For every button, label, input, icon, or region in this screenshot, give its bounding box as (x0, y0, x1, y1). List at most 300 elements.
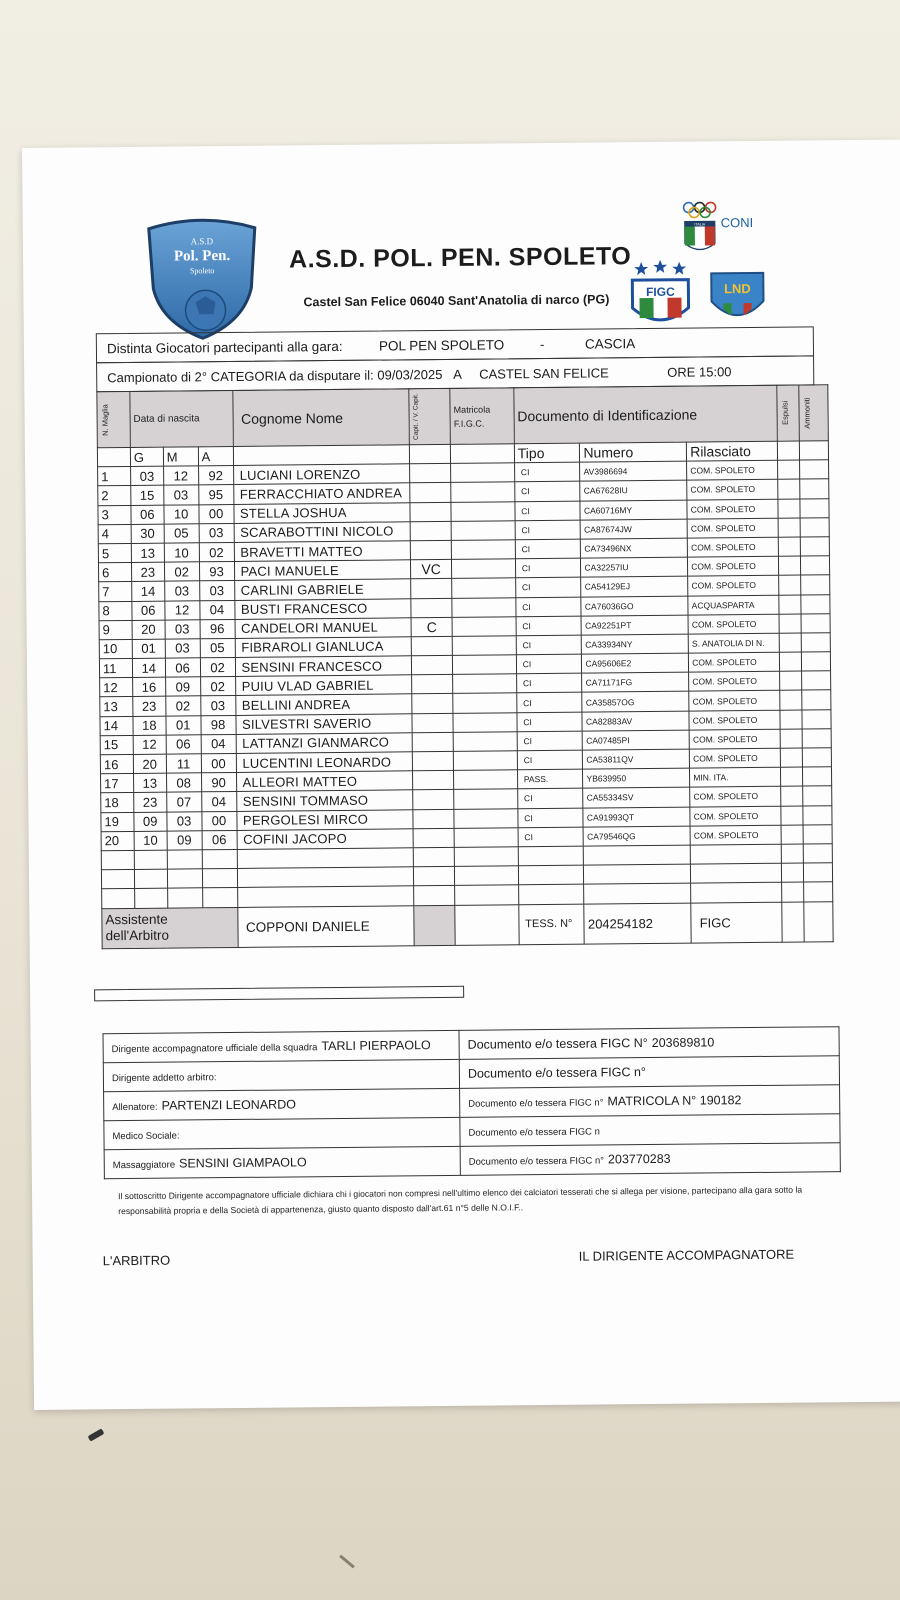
captain-mark (412, 713, 453, 733)
doc-number: CA07485PI (583, 730, 690, 750)
empty-cell (237, 867, 414, 888)
signature-line-box (94, 986, 464, 1002)
captain-mark (411, 636, 452, 656)
ammoniti-cell (802, 690, 831, 709)
staff-table (103, 1026, 841, 1179)
doc-issuer: ACQUASPARTA (688, 595, 779, 615)
doc-issuer: COM. SPOLETO (689, 652, 780, 672)
captain-mark (413, 828, 454, 848)
captain-mark (413, 809, 454, 829)
tess-number: 204254182 (584, 903, 691, 944)
empty-cell (413, 847, 454, 867)
doc-issuer: COM. SPOLETO (689, 672, 780, 692)
birth-year: 92 (198, 466, 233, 486)
doc-number: YB639950 (583, 768, 690, 788)
staff-doc-label: Documento e/o tessera FIGC N° (467, 1036, 648, 1052)
ammoniti-cell (803, 786, 832, 805)
espulsi-cell (779, 671, 802, 690)
birth-day: 18 (133, 716, 166, 736)
birth-month: 12 (165, 600, 200, 620)
player-number: 16 (100, 754, 133, 774)
team-separator: - (539, 336, 545, 353)
ammoniti-cell (800, 518, 829, 537)
empty-cell (584, 864, 691, 884)
doc-issuer: COM. SPOLETO (688, 556, 779, 576)
empty-cell (237, 848, 414, 869)
doc-number: CA55334SV (583, 787, 690, 807)
col-numero: Numero (580, 442, 687, 462)
ammoniti-cell (804, 901, 833, 941)
matricola-cell (451, 521, 515, 541)
birth-year: 98 (201, 715, 236, 735)
empty-cell (781, 863, 804, 882)
player-name: BELLINI ANDREA (235, 694, 412, 715)
player-number: 2 (98, 486, 131, 506)
birth-day: 09 (134, 812, 167, 832)
ammoniti-cell (803, 805, 832, 824)
figc-logo-icon (627, 258, 694, 331)
ammoniti-cell (802, 652, 831, 671)
ammoniti-cell (801, 594, 830, 613)
ammoniti-cell (802, 729, 831, 748)
empty-cell (518, 884, 584, 904)
doc-number: CA76036GO (581, 596, 688, 616)
col-a: A (198, 446, 233, 466)
birth-day: 23 (131, 562, 164, 582)
player-name: PERGOLESI MIRCO (236, 809, 413, 830)
espulsi-cell (780, 729, 803, 748)
ammoniti-cell (803, 825, 832, 844)
col-capitano: Capit. / V. Capit. (412, 393, 420, 441)
doc-type: CI (514, 482, 580, 502)
player-name: LUCIANI LORENZO (233, 464, 410, 485)
doc-issuer: COM. SPOLETO (687, 499, 778, 519)
birth-year: 03 (199, 523, 234, 543)
crest-line-2: Pol. Pen. (173, 248, 231, 265)
dirigente-signature-label: IL DIRIGENTE ACCOMPAGNATORE (578, 1246, 795, 1264)
matricola-cell (453, 693, 517, 713)
col-data-nascita: Data di nascita (130, 390, 233, 447)
doc-type: PASS. (517, 769, 583, 789)
player-name: STELLA JOSHUA (233, 502, 410, 523)
doc-type: CI (515, 558, 581, 578)
ammoniti-cell (803, 767, 832, 786)
col-espulsi: Espulsi (780, 401, 790, 426)
doc-number: CA82883AV (582, 711, 689, 731)
staff-doc-label: Documento e/o tessera FIGC n° (467, 1065, 646, 1081)
coni-small-text: ITALIA (694, 222, 706, 227)
doc-issuer: COM. SPOLETO (690, 787, 781, 807)
birth-day: 12 (133, 735, 166, 755)
assistant-row (102, 901, 833, 948)
col-m: M (163, 447, 198, 467)
doc-issuer: COM. SPOLETO (689, 710, 780, 730)
espulsi-cell (780, 767, 803, 786)
birth-year: 00 (199, 504, 234, 524)
birth-month: 01 (166, 715, 201, 735)
birth-day: 20 (133, 754, 166, 774)
ammoniti-cell (800, 498, 829, 517)
espulsi-cell (781, 902, 804, 942)
player-number: 13 (100, 697, 133, 717)
doc-type: CI (515, 520, 581, 540)
espulsi-cell (780, 806, 803, 825)
player-number: 8 (99, 601, 132, 621)
espulsi-cell (778, 595, 801, 614)
ammoniti-cell (801, 633, 830, 652)
crest-line-1: A.S.D (190, 236, 214, 247)
captain-mark (412, 732, 453, 752)
empty-cell (167, 888, 202, 908)
staff-doc-label: Documento e/o tessera FIGC n° (468, 1097, 604, 1110)
doc-number: CA60716MY (580, 500, 687, 520)
matricola-cell (451, 501, 515, 521)
crest-line-3: Spoleto (189, 266, 215, 276)
ammoniti-cell (800, 479, 829, 498)
staff-name: TARLI PIERPAOLO (321, 1038, 431, 1054)
staff-role: Dirigente addetto arbitro: (111, 1072, 217, 1085)
col-documento: Documento di Identificazione (514, 385, 777, 444)
doc-issuer: COM. SPOLETO (687, 518, 778, 538)
doc-issuer: COM. SPOLETO (689, 691, 780, 711)
birth-day: 06 (132, 601, 165, 621)
assistant-cap-cell (414, 905, 455, 945)
player-number: 12 (100, 678, 133, 698)
captain-mark: C (411, 617, 452, 637)
empty-cell (202, 849, 237, 869)
captain-mark (410, 521, 451, 541)
empty-cell (691, 883, 782, 903)
player-number: 17 (101, 774, 134, 794)
birth-month: 03 (165, 620, 200, 640)
birth-day: 06 (131, 505, 164, 525)
staff-doc-label: Documento e/o tessera FIGC n (468, 1126, 601, 1139)
empty-cell (414, 886, 455, 906)
staff-doc-cell (459, 1027, 839, 1060)
doc-issuer: COM. SPOLETO (690, 748, 781, 768)
player-number: 5 (98, 543, 131, 563)
staff-row (104, 1143, 840, 1179)
birth-month: 09 (165, 677, 200, 697)
birth-month: 02 (164, 562, 199, 582)
empty-cell (134, 888, 167, 908)
doc-issuer: S. ANATOLIA DI N. (688, 633, 779, 653)
birth-day: 10 (134, 831, 167, 851)
espulsi-cell (779, 690, 802, 709)
doc-number: CA33934NY (582, 634, 689, 654)
espulsi-cell (778, 537, 801, 556)
player-number: 18 (101, 793, 134, 813)
birth-year: 04 (199, 600, 234, 620)
tess-issuer: FIGC (691, 902, 782, 943)
empty-cell (804, 863, 833, 882)
matricola-cell (454, 770, 518, 790)
espulsi-cell (778, 575, 801, 594)
staff-role: Medico Sociale: (112, 1130, 180, 1143)
empty-cell (101, 850, 134, 870)
espulsi-cell (780, 786, 803, 805)
doc-type: CI (516, 635, 582, 655)
player-number: 7 (99, 582, 132, 602)
empty-cell (102, 889, 135, 909)
captain-mark (412, 751, 453, 771)
birth-month: 02 (165, 696, 200, 716)
col-tipo: Tipo (514, 443, 580, 463)
doc-type: CI (517, 750, 583, 770)
empty-cell (101, 870, 134, 890)
doc-type: CI (516, 597, 582, 617)
birth-year: 95 (198, 485, 233, 505)
matricola-cell (451, 463, 515, 483)
captain-mark (413, 771, 454, 791)
staff-doc-cell (460, 1143, 840, 1176)
matricola-cell (452, 597, 516, 617)
player-number: 4 (98, 524, 131, 544)
birth-year: 06 (202, 830, 237, 850)
player-number: 19 (101, 812, 134, 832)
staff-name: PARTENZI LEONARDO (161, 1097, 296, 1113)
org-name: A.S.D. POL. PEN. SPOLETO (288, 242, 632, 274)
birth-year: 02 (200, 658, 235, 678)
birth-day: 14 (132, 658, 165, 678)
empty-cell (691, 863, 782, 883)
staff-doc-cell (459, 1056, 839, 1089)
doc-issuer: COM. SPOLETO (687, 480, 778, 500)
doc-type: CI (517, 789, 583, 809)
doc-number: CA54129EJ (581, 576, 688, 596)
doc-issuer: MIN. ITA. (690, 767, 781, 787)
match-time: ORE 15:00 (667, 364, 732, 380)
birth-month: 03 (165, 639, 200, 659)
away-team: CASCIA (584, 336, 636, 352)
distinta-label: Distinta Giocatori partecipanti alla gara: (106, 338, 343, 357)
birth-month: 03 (167, 811, 202, 831)
empty-cell (167, 850, 202, 870)
birth-year: 00 (201, 811, 236, 831)
player-name: SILVESTRI SAVERIO (235, 713, 412, 734)
player-name: ALLEORI MATTEO (236, 771, 413, 792)
captain-mark (412, 675, 453, 695)
col-rilasciato: Rilasciato (687, 441, 778, 461)
empty-cell (584, 845, 691, 865)
birth-year: 04 (201, 734, 236, 754)
matricola-cell (454, 808, 518, 828)
captain-mark (413, 790, 454, 810)
doc-number: CA92251PT (581, 615, 688, 635)
captain-mark (412, 694, 453, 714)
player-name: SCARABOTTINI NICOLO (234, 522, 411, 543)
doc-issuer: COM. SPOLETO (690, 806, 781, 826)
doc-type: CI (518, 827, 584, 847)
empty-cell (237, 886, 414, 907)
birth-year: 90 (201, 773, 236, 793)
espulsi-cell (777, 499, 800, 518)
doc-number: CA67628IU (580, 481, 687, 501)
doc-type: CI (518, 808, 584, 828)
doc-number: CA95606E2 (582, 653, 689, 673)
espulsi-cell (780, 748, 803, 767)
birth-year: 05 (200, 638, 235, 658)
captain-mark (410, 483, 451, 503)
doc-issuer: COM. SPOLETO (690, 825, 781, 845)
doc-type: CI (515, 501, 581, 521)
staff-role: Massaggiatore (112, 1159, 176, 1172)
coni-label: CONI (720, 214, 754, 231)
birth-day: 16 (132, 677, 165, 697)
staff-name: SENSINI GIAMPAOLO (179, 1155, 307, 1171)
lnd-logo-icon (707, 269, 768, 328)
birth-year: 96 (200, 619, 235, 639)
birth-day: 14 (132, 581, 165, 601)
player-name: BUSTI FRANCESCO (234, 598, 411, 619)
ammoniti-cell (801, 613, 830, 632)
ammoniti-cell (802, 709, 831, 728)
captain-mark: VC (411, 560, 452, 580)
birth-day: 13 (133, 773, 166, 793)
player-name: CANDELORI MANUEL (235, 617, 412, 638)
player-number: 3 (98, 505, 131, 525)
birth-year: 03 (199, 581, 234, 601)
matricola-cell (452, 578, 516, 598)
player-number: 14 (100, 716, 133, 736)
club-crest-icon (143, 218, 262, 341)
staff-role-cell (104, 1146, 460, 1178)
doc-issuer: COM. SPOLETO (687, 460, 778, 480)
ammoniti-cell (800, 537, 829, 556)
matricola-cell (451, 540, 515, 560)
staff-doc-value: MATRICOLA N° 190182 (607, 1093, 742, 1109)
col-g: G (130, 447, 163, 467)
player-name: BRAVETTI MATTEO (234, 541, 411, 562)
doc-type: CI (516, 616, 582, 636)
captain-mark (411, 598, 452, 618)
birth-day: 23 (134, 793, 167, 813)
espulsi-cell (780, 710, 803, 729)
doc-issuer: COM. SPOLETO (688, 576, 779, 596)
player-name: LATTANZI GIANMARCO (236, 733, 413, 754)
disclaimer-text: Il sottoscritto Dirigente accompagnatore ufficiale dichiara chi i giocatori non compresi nell'ultimo elenco dei calciatori tesserati che si allega per visione, partecipano alla gara sotto la responsabilità propria e della Società di appartenenza, giusto quanto disposto dall'art.61 n°5 delle N.O.I.F.. (118, 1184, 803, 1217)
empty-cell (202, 888, 237, 908)
birth-year: 00 (201, 753, 236, 773)
birth-month: 06 (165, 658, 200, 678)
player-number: 11 (99, 659, 132, 679)
doc-issuer: COM. SPOLETO (689, 729, 780, 749)
doc-type: CI (515, 577, 581, 597)
roster-header-row (97, 385, 829, 448)
coni-logo-icon (671, 199, 762, 258)
venue-prefix: A (453, 366, 462, 382)
matricola-cell (454, 828, 518, 848)
tess-label: TESS. N° (519, 904, 585, 945)
staff-role-cell (104, 1088, 460, 1120)
birth-year: 03 (200, 696, 235, 716)
empty-cell (134, 850, 167, 870)
ammoniti-cell (800, 460, 829, 479)
player-name: FIBRAROLI GIANLUCA (235, 637, 412, 658)
birth-day: 15 (131, 486, 164, 506)
doc-type: CI (514, 462, 580, 482)
captain-mark (410, 464, 451, 484)
player-list-sheet (22, 140, 900, 1410)
doc-number: CA32257IU (581, 557, 688, 577)
staff-doc-cell (460, 1114, 840, 1147)
doc-type: CI (516, 654, 582, 674)
espulsi-cell (779, 614, 802, 633)
ammoniti-cell (801, 556, 830, 575)
player-number: 6 (98, 563, 131, 583)
staff-role: Allenatore: (112, 1101, 158, 1114)
birth-month: 07 (166, 792, 201, 812)
venue: CASTEL SAN FELICE (479, 365, 609, 382)
birth-month: 08 (166, 773, 201, 793)
espulsi-cell (777, 479, 800, 498)
birth-day: 23 (133, 697, 166, 717)
col-maglia: N. Maglia (100, 403, 110, 436)
doc-type: CI (517, 712, 583, 732)
assistant-label: Assistente dell'Arbitro (102, 907, 238, 948)
doc-issuer: COM. SPOLETO (687, 537, 778, 557)
player-number: 10 (99, 639, 132, 659)
empty-cell (455, 866, 519, 886)
doc-number: CA71171FG (582, 672, 689, 692)
empty-cell (781, 844, 804, 863)
birth-month: 10 (164, 543, 199, 563)
ammoniti-cell (802, 671, 831, 690)
figc-label: FIGC (646, 284, 675, 300)
birth-day: 20 (132, 620, 165, 640)
birth-year: 02 (200, 677, 235, 697)
captain-mark (411, 655, 452, 675)
captain-mark (410, 540, 451, 560)
birth-month: 05 (164, 524, 199, 544)
staff-doc-value: 203770283 (607, 1151, 671, 1167)
staff-doc-cell (460, 1085, 840, 1118)
birth-day: 13 (131, 543, 164, 563)
espulsi-cell (777, 460, 800, 479)
matricola-cell (452, 636, 516, 656)
col-matricola: Matricola F.I.G.C. (450, 388, 514, 445)
espulsi-cell (779, 652, 802, 671)
player-name: FERRACCHIATO ANDREA (233, 483, 410, 504)
empty-cell (584, 883, 691, 903)
arbitro-signature-label: L'ARBITRO (102, 1252, 171, 1269)
birth-month: 06 (166, 735, 201, 755)
assistant-name: COPPONI DANIELE (237, 905, 414, 947)
lnd-label: LND (723, 281, 751, 297)
matricola-cell (453, 751, 517, 771)
assistant-matricola-cell (455, 904, 519, 945)
empty-cell (804, 882, 833, 901)
birth-month: 10 (164, 504, 199, 524)
player-name: COFINI JACOPO (237, 829, 414, 850)
player-name: LUCENTINI LEONARDO (236, 752, 413, 773)
doc-number: CA35857OG (582, 692, 689, 712)
staff-role-cell (103, 1059, 459, 1091)
org-address: Castel San Felice 06040 Sant'Anatolia di narco (PG) (303, 292, 610, 310)
birth-day: 01 (132, 639, 165, 659)
player-name: SENSINI TOMMASO (236, 790, 413, 811)
espulsi-cell (778, 518, 801, 537)
col-ammoniti: Ammoniti (802, 397, 812, 429)
birth-day: 30 (131, 524, 164, 544)
empty-cell (803, 844, 832, 863)
staff-doc-label: Documento e/o tessera FIGC n° (468, 1155, 605, 1168)
player-name: PUIU VLAD GABRIEL (235, 675, 412, 696)
empty-cell (167, 869, 202, 889)
birth-year: 93 (199, 562, 234, 582)
player-name: PACI MANUELE (234, 560, 411, 581)
player-number: 20 (101, 831, 134, 851)
